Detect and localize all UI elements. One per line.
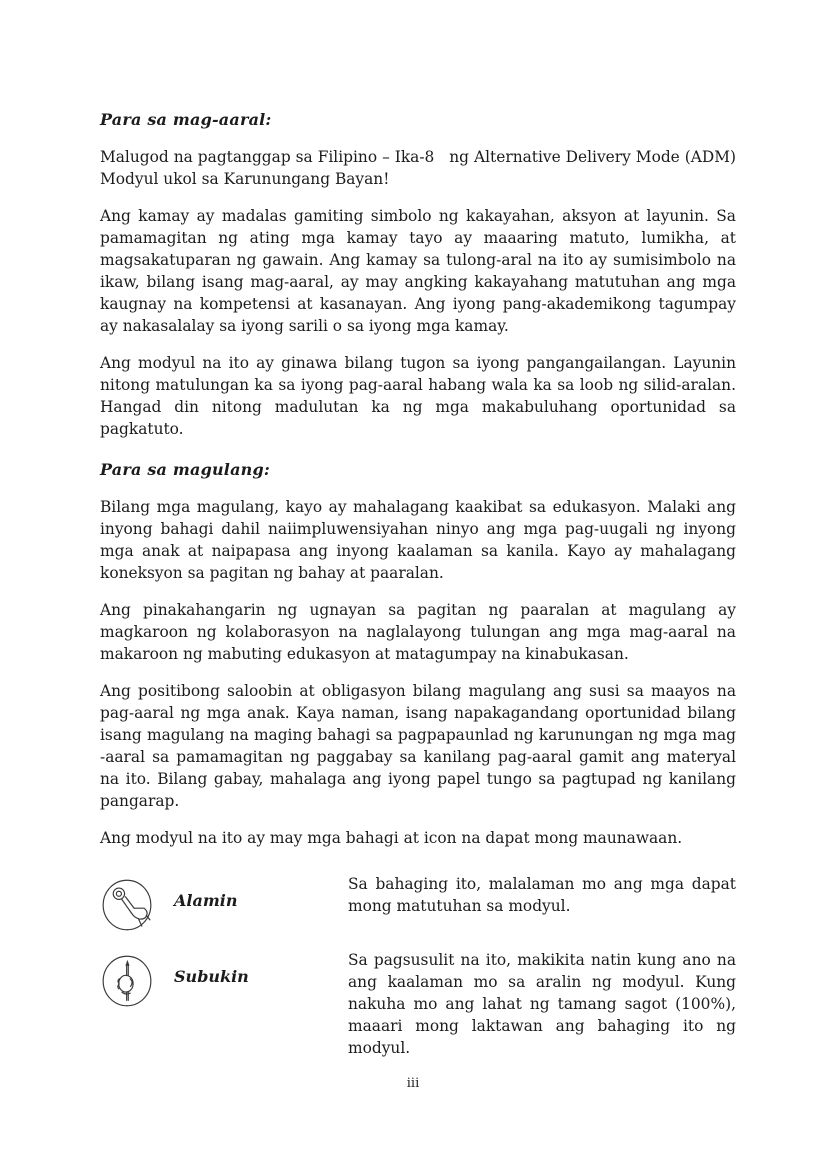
page-number: iii	[406, 1076, 420, 1091]
icon-guide-row-alamin	[100, 873, 736, 933]
heading-para-sa-magulang: Para sa magulang:	[100, 460, 270, 479]
hand-click-icon	[100, 877, 154, 933]
heading-para-sa-mag-aaral: Para sa mag-aaral:	[100, 110, 272, 129]
icon-description-alamin: Sa bahaging ito, malalaman mo ang mga dapat mong matutuhan sa modyul.	[348, 875, 736, 915]
icon-guide-row-subukin	[100, 949, 736, 1059]
paragraph-parents-attitude: Ang positibong saloobin at obligasyon bilang magulang ang susi sa maayos na pag-aaral ng mga anak. Kaya naman, isang napakagandang oportunidad bilang isang magulang na maging bahagi sa pagpapaunlad ng karunungan ng mga mag -aaral sa pamamagitan ng paggabay sa kanilang pag-aaral gamit ang materyal na ito. Bilang gabay, mahalaga ang iyong papel tungo sa pagtupad ng kanilang pangarap.	[100, 682, 736, 810]
paragraph-icons-intro: Ang modyul na ito ay may mga bahagi at icon na dapat mong maunawaan.	[100, 829, 683, 847]
paragraph-module-purpose: Ang modyul na ito ay ginawa bilang tugon sa iyong pangangailangan. Layunin nitong matulungan ka sa iyong pag-aaral habang wala ka sa loob ng silid-aralan. Hangad din nitong madulutan ka ng mga makabuluhang oportunidad sa pagkatuto.	[100, 354, 736, 438]
icon-label-subukin: Subukin	[174, 967, 249, 986]
paragraph-welcome: Malugod na pagtanggap sa Filipino – Ika-8 ng Alternative Delivery Mode (ADM) Modyul ukol sa Karunungang Bayan!	[100, 148, 736, 188]
paragraph-parents-goal: Ang pinakahangarin ng ugnayan sa pagitan ng paaralan at magulang ay magkaroon ng kolaborasyon na naglalayong tulungan ang mga mag-aaral na makaroon ng mabuting edukasyon at matagumpay na kinabukasan.	[100, 601, 736, 663]
paragraph-parents-role: Bilang mga magulang, kayo ay mahalagang kaakibat sa edukasyon. Malaki ang inyong bahagi dahil naiimpluwensiyahan ninyo ang mga pag-uugali ng inyong mga anak at naipapasa ang inyong kaalaman sa kanila. Kayo ay mahalagang koneksyon sa pagitan ng bahay at paaralan.	[100, 498, 736, 582]
icon-label-alamin: Alamin	[174, 891, 238, 910]
icon-guide	[100, 873, 736, 1059]
paragraph-hand-symbol: Ang kamay ay madalas gamiting simbolo ng kakayahan, aksyon at layunin. Sa pamamagitan ng ating mga kamay tayo ay maaaring matuto, lumikha, at magsakatuparan ng gawain. Ang kamay sa tulong-aral na ito ay sumisimbolo na ikaw, bilang isang mag-aaral, ay may angking kakayahang matutuhan ang mga kaugnay na kompetensi at kasanayan. Ang iyong pang-akademikong tagumpay ay nakasalalay sa iyong sarili o sa iyong mga kamay.	[100, 207, 736, 335]
page-content	[100, 110, 736, 1075]
hand-writing-icon	[100, 953, 154, 1009]
icon-description-subukin: Sa pagsusulit na ito, makikita natin kung ano na ang kaalaman mo sa aralin ng modyul. Kung nakuha mo ang lahat ng tamang sagot (100%), maaari mong laktawan ang bahaging ito ng modyul.	[348, 951, 736, 1057]
